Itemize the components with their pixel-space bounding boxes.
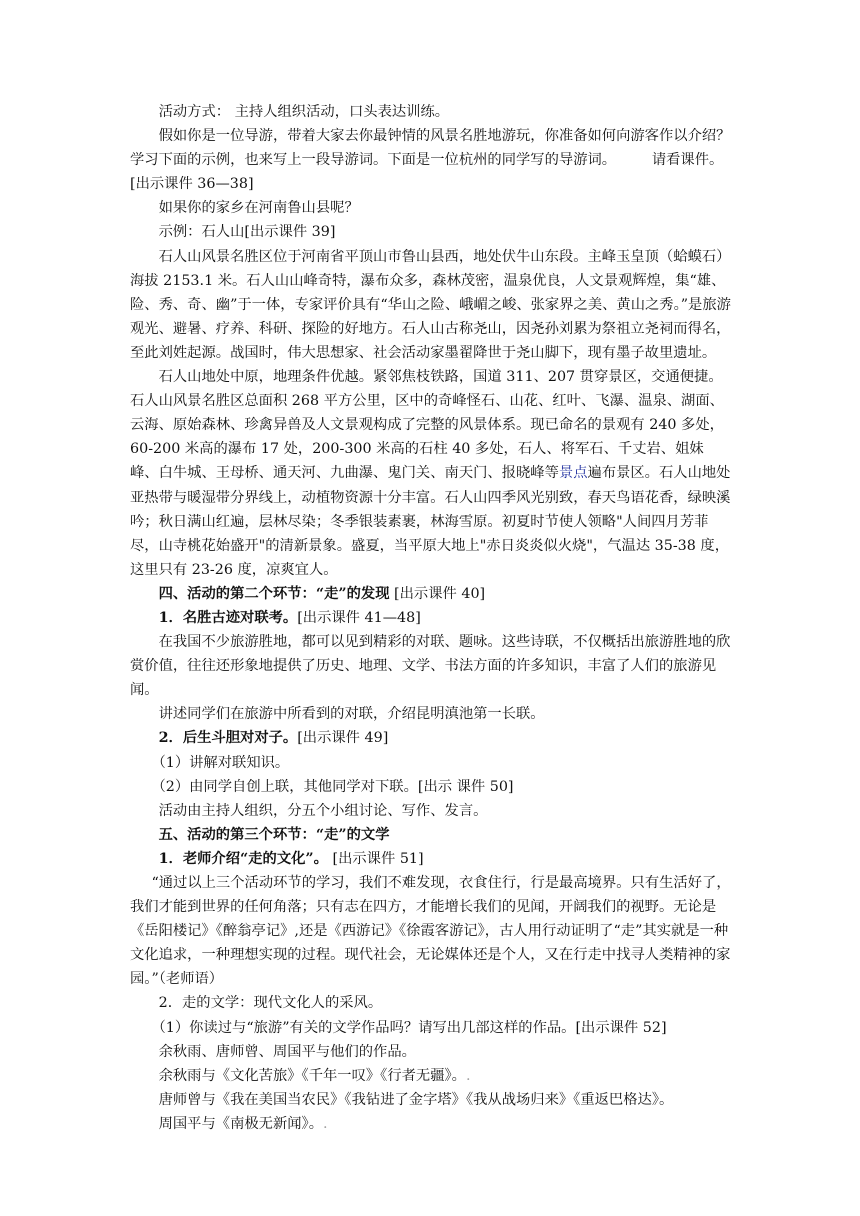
subitem-travel-works-question: （1）你读过与“旅游”有关的文学作品吗？请写出几部这样的作品。[出示课件 52] — [151, 1019, 667, 1036]
document-body — [130, 100, 732, 1136]
paragraph-tang-shizeng: 唐师曾与《我在美国当农民》《我钻进了金字塔》《我从战场归来》《重返巴格达》。 — [158, 1091, 674, 1108]
paragraph-tour-guide-intro: 假如你是一位导游，带着大家去你最钟情的风景名胜地游玩，你准备如何向游客作以介绍？学习下面的示例，也来写上一段导游词。下面是一位杭州的同学写的导游词。 请看课件。[出示课件 36—38] — [130, 128, 731, 193]
paragraph-activity-method: 活动方式： 主持人组织活动，口头表达训练。 — [158, 104, 450, 120]
paragraph-yu-qiuyu: 余秋雨与《文化苦旅》《千年一叹》《行者无疆》。. — [158, 1067, 471, 1084]
paragraph-authors: 余秋雨、唐师曾、周国平与他们的作品。 — [158, 1043, 416, 1060]
paragraph-couplet-intro: 在我国不少旅游胜地，都可以见到精彩的对联、题咏。这些诗联，不仅概括出旅游胜地的欣赏价值，往往还形象地提供了历史、地理、文学、书法方面的许多知识，丰富了人们的旅游见闻。 — [130, 634, 731, 699]
item-couplet-pairing: 2．后生斗胆对对子。[出示课件 49] — [158, 730, 389, 747]
subitem-couplet-create: （2）由同学自创上联，其他同学对下联。[出示 课件 50] — [151, 778, 514, 795]
paragraph-teacher-quote: “通过以上三个活动环节的学习，我们不难发现，衣食住行，行是最高境界。只有生活好了，我们才能到世界的任何角落；只有志在四方，才能增长我们的见闻，开阔我们的视野。无论是《岳阳楼记》《醉翁亭记》,还是《西游记》《徐霞客游记》，古人用行动证明了“走”其实就是一种文化追求，一种理想实现的过程。现代社会，无论媒体还是个人，又在行走中找寻人类精神的家园。”（老师语） — [130, 875, 731, 988]
item-walking-literature: 2．走的文学：现代文化人的采风。 — [158, 995, 383, 1012]
paragraph-shirenshan-overview: 石人山风景名胜区位于河南省平顶山市鲁山县西，地处伏牛山东段。主峰玉皇顶（蛤蟆石）海拔 2153.1 米。石人山山峰奇特，瀑布众多，森林茂密，温泉优良，人文景观辉煌，集“雄、险、秀、奇、幽”于一体，专家评价具有“华山之险、峨嵋之峻、张家界之美、黄山之秀。”是旅游观光、避暑、疗养、科研、探险的好地方。石人山古称尧山，因尧孙刘累为祭祖立尧祠而得名，至此刘姓起源。战国时，伟大思想家、社会活动家墨翟降世于尧山脚下，现有墨子故里遗址。 — [130, 248, 731, 361]
paragraph-example-title: 示例：石人山[出示课件 39] — [158, 224, 336, 241]
item-couplet-quiz: 1．名胜古迹对联考。[出示课件 41—48] — [158, 609, 421, 626]
paragraph-zhou-guoping: 周国平与《南极无新闻》。. — [158, 1115, 328, 1132]
paragraph-group-discussion: 活动由主持人组织，分五个小组讨论、写作、发言。 — [158, 802, 488, 819]
scenic-spot-link[interactable]: 景点 — [558, 465, 588, 482]
paragraph-couplet-story: 讲述同学们在旅游中所看到的对联，介绍昆明滇池第一长联。 — [158, 706, 545, 723]
section-heading-4: 四、活动的第二个环节：“走”的发现 [出示课件 40] — [158, 585, 486, 602]
item-walking-culture: 1．老师介绍“走的文化”。 [出示课件 51] — [158, 850, 424, 867]
paragraph-hometown-question: 如果你的家乡在河南鲁山县呢？ — [158, 200, 359, 217]
section-heading-5: 五、活动的第三个环节：“走”的文学 — [158, 826, 390, 843]
paragraph-shirenshan-geography: 石人山地处中原，地理条件优越。紧邻焦枝铁路，国道 311、207 贯穿景区，交通便捷。石人山风景名胜区总面积 268 平方公里，区中的奇峰怪石、山花、红叶、飞瀑、温泉、湖面、云海、原始森林、珍禽异兽及人文景观构成了完整的风景体系。现已命名的景观有 240 多处，60-200 米高的瀑布 17 处，200-300 米高的石柱 40 多处，石人、将军石、千丈岩、姐妹峰、白牛城、王母桥、通天河、九曲瀑、鬼门关、南天门、报晓峰等景点遍布景区。石人山地处亚热带与暖湿带分界线上，动植物资源十分丰富。石人山四季风光别致，春天鸟语花香，绿映溪吟；秋日满山红遍，层林尽染；冬季银装素裹，林海雪原。初夏时节使人领略"人间四月芳菲尽，山寺桃花始盛开"的清新景象。盛夏，当平原大地上"赤日炎炎似火烧"，气温达 35-38 度，这里只有 23-26 度，凉爽宜人。 — [130, 369, 731, 578]
subitem-couplet-knowledge: （1）讲解对联知识。 — [151, 754, 290, 771]
